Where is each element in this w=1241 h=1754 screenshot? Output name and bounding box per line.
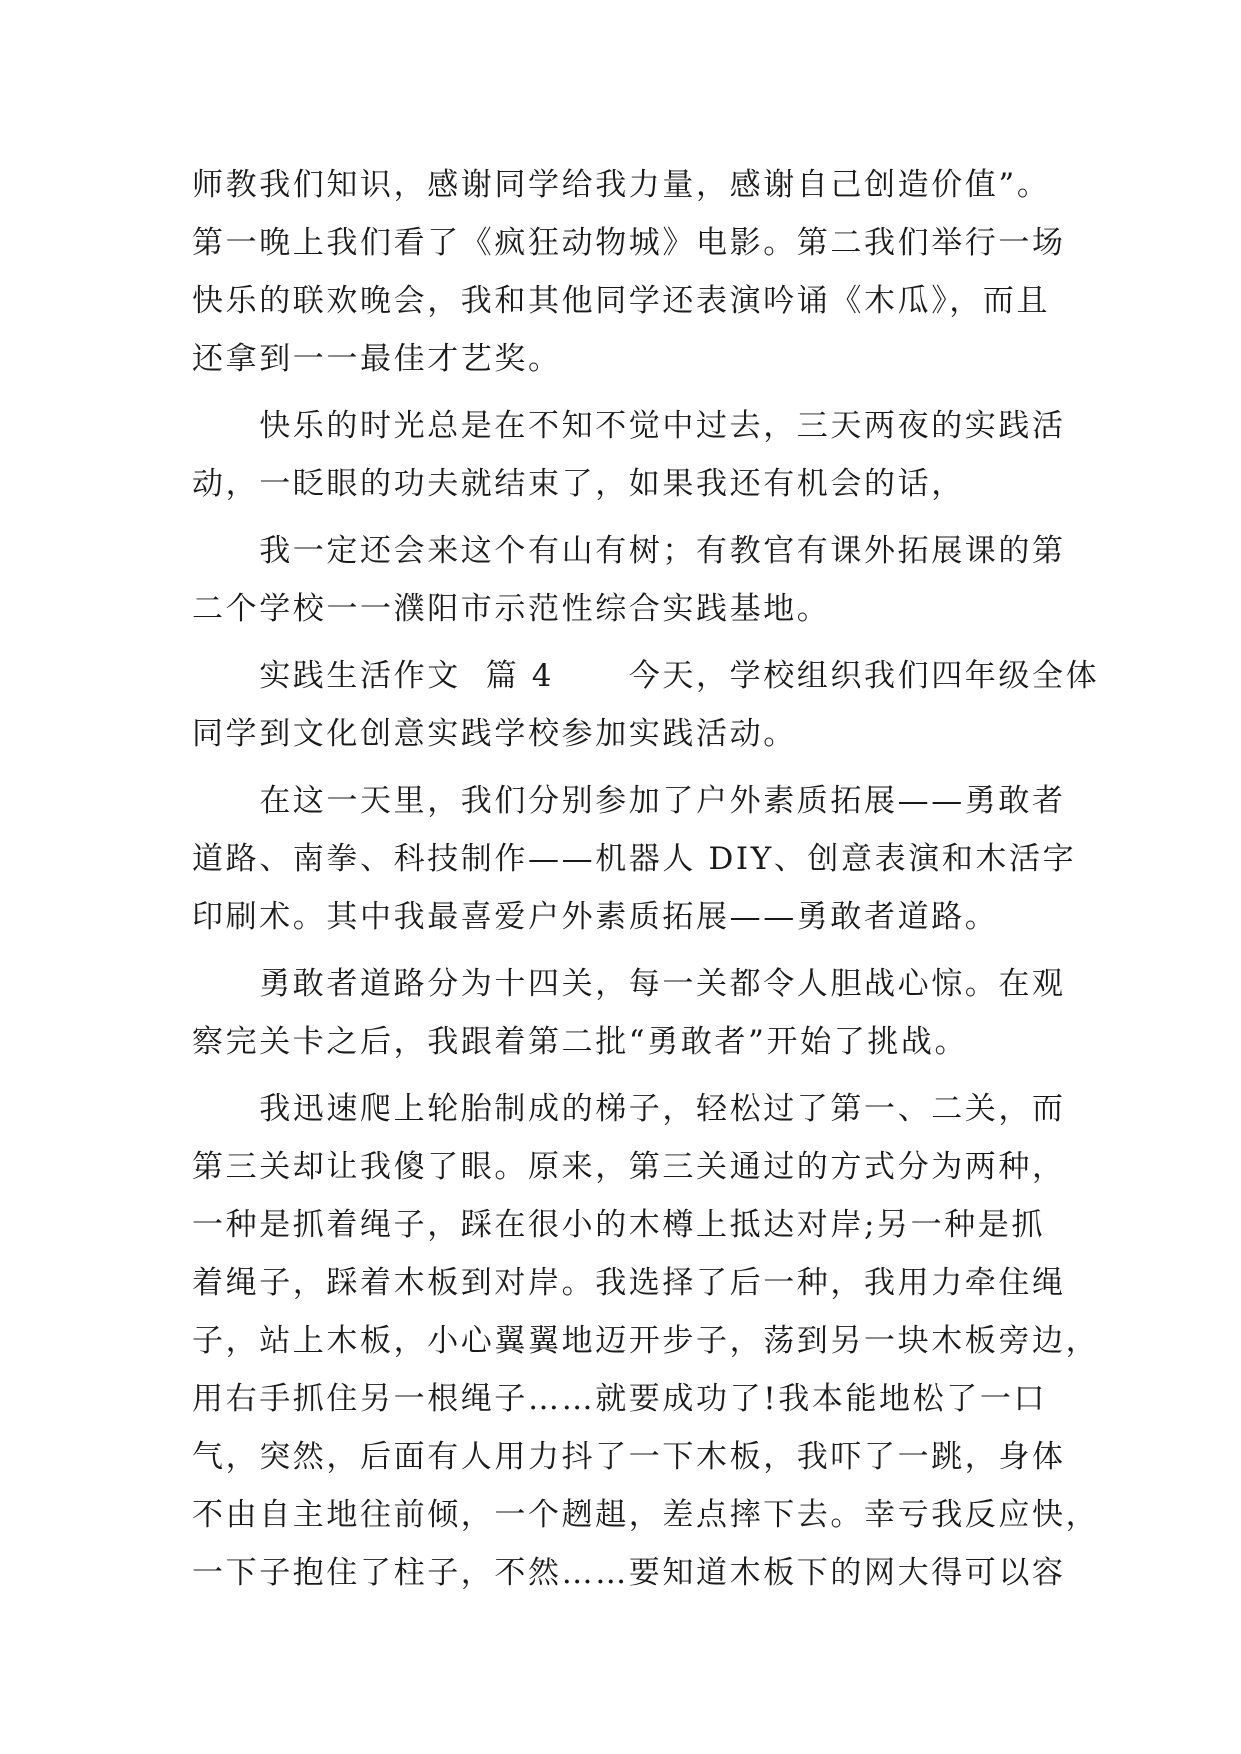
text-line: 道路、南拳、科技制作——机器人 DIY、创意表演和木活字 xyxy=(192,841,1077,877)
text-line: 快乐的时光总是在不知不觉中过去，三天两夜的实践活 xyxy=(192,408,1066,444)
text-line: 我迅速爬上轮胎制成的梯子，轻松过了第一、二关，而 xyxy=(192,1091,1066,1127)
text-line: 察完关卡之后，我跟着第二批“勇敢者”开始了挑战。 xyxy=(192,1024,969,1060)
text-line: 一下子抱住了柱子，不然……要知道木板下的网大得可以容 xyxy=(192,1555,1066,1591)
text-line: 子，站上木板，小心翼翼地迈开步子，荡到另一块木板旁边， xyxy=(192,1323,1100,1359)
text-line: 我一定还会来这个有山有树；有教官有课外拓展课的第 xyxy=(192,533,1066,569)
text-line: 还拿到一一最佳才艺奖。 xyxy=(192,341,562,377)
text-line: 动，一眨眼的功夫就结束了，如果我还有机会的话， xyxy=(192,466,965,502)
text-line: 气，突然，后面有人用力抖了一下木板，我吓了一跳，身体 xyxy=(192,1439,1066,1475)
text-line: 第一晚上我们看了《疯狂动物城》电影。第二我们举行一场 xyxy=(192,225,1066,261)
text-line: 一种是抓着绳子，踩在很小的木樽上抵达对岸;另一种是抓 xyxy=(192,1207,1046,1243)
text-line: 印刷术。其中我最喜爱户外素质拓展——勇敢者道路。 xyxy=(192,899,999,935)
text-line: 着绳子，踩着木板到对岸。我选择了后一种，我用力牵住绳 xyxy=(192,1265,1066,1301)
text-line: 不由自主地往前倾，一个趔趄，差点摔下去。幸亏我反应快， xyxy=(192,1497,1100,1533)
text-line: 同学到文化创意实践学校参加实践活动。 xyxy=(192,716,797,752)
text-line: 勇敢者道路分为十四关，每一关都令人胆战心惊。在观 xyxy=(192,966,1066,1002)
text-line: 二个学校一一濮阳市示范性综合实践基地。 xyxy=(192,591,831,627)
text-line: 师教我们知识，感谢同学给我力量，感谢自己创造价值”。 xyxy=(192,167,1051,203)
text-line: 第三关却让我傻了眼。原来，第三关通过的方式分为两种， xyxy=(192,1149,1066,1185)
text-line: 快乐的联欢晚会，我和其他同学还表演吟诵《木瓜》，而且 xyxy=(192,283,1051,319)
text-line: 在这一天里，我们分别参加了户外素质拓展——勇敢者 xyxy=(192,783,1066,819)
text-line: 用右手抓住另一根绳子……就要成功了!我本能地松了一口 xyxy=(192,1381,1048,1417)
text-line: 实践生活作文 篇 4 今天，学校组织我们四年级全体 xyxy=(192,658,1100,694)
